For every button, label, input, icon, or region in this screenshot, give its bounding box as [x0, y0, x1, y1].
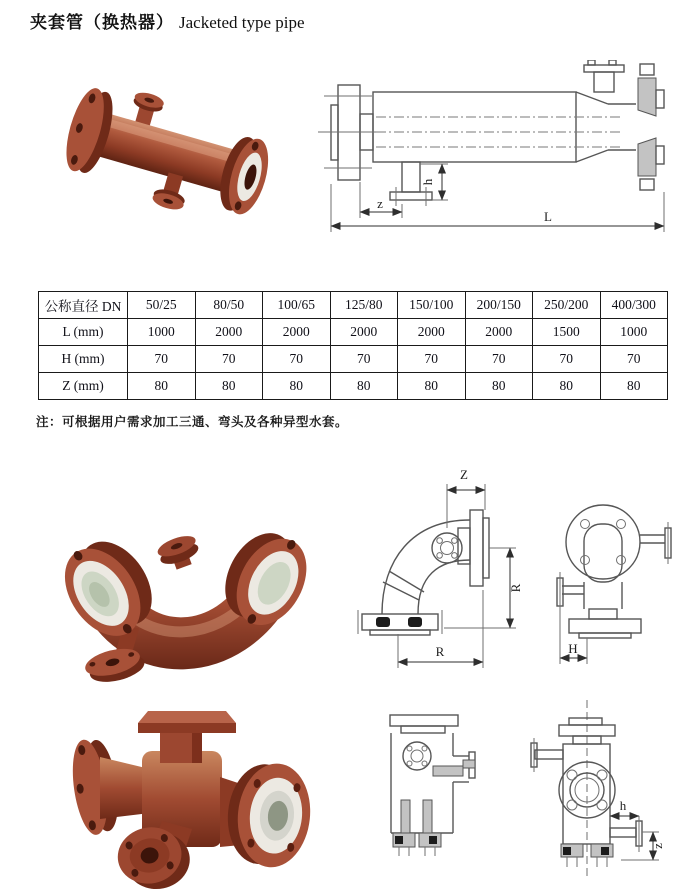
- spec-cell: 70: [465, 346, 533, 373]
- spec-cell: 80: [600, 373, 668, 400]
- spec-row-label: Z (mm): [39, 373, 128, 400]
- note-text: 注：可根据用户需求加工三通、弯头及各种异型水套。: [36, 415, 349, 429]
- dim-label-Z: Z: [460, 467, 468, 482]
- straight-pipe-drawing: [318, 60, 695, 242]
- spec-cell: 80: [195, 373, 263, 400]
- spec-cell: 70: [263, 346, 331, 373]
- spec-cell: 2000: [263, 319, 331, 346]
- spec-cell: 80: [465, 373, 533, 400]
- spec-cell: 70: [195, 346, 263, 373]
- spec-cell: 1500: [533, 319, 601, 346]
- spec-col-header: 150/100: [398, 292, 466, 319]
- spec-table: [38, 291, 668, 400]
- spec-header-dn: 公称直径 DN: [39, 292, 128, 319]
- elbow-pipe-photo: [28, 488, 323, 693]
- spec-cell: 1000: [128, 319, 196, 346]
- title-english: Jacketed type pipe: [179, 13, 305, 32]
- dim-label-H: H: [568, 641, 578, 656]
- spec-cell: 80: [533, 373, 601, 400]
- spec-cell: 80: [398, 373, 466, 400]
- straight-pipe-photo: [28, 72, 298, 232]
- straight-pipe-body: [56, 75, 279, 232]
- tee-front-drawing: [503, 694, 671, 884]
- spec-row-label: H (mm): [39, 346, 128, 373]
- table-row-H: [39, 346, 668, 373]
- spec-col-header: 200/150: [465, 292, 533, 319]
- spec-cell: 80: [263, 373, 331, 400]
- spec-cell: 2000: [330, 319, 398, 346]
- spec-cell: 2000: [195, 319, 263, 346]
- title-chinese: 夹套管（换热器）: [30, 13, 174, 32]
- spec-col-header: 80/50: [195, 292, 263, 319]
- spec-col-header: 400/300: [600, 292, 668, 319]
- spec-col-header: 50/25: [128, 292, 196, 319]
- spec-cell: 80: [128, 373, 196, 400]
- table-row-Z: [39, 373, 668, 400]
- spec-cell: 2000: [398, 319, 466, 346]
- table-row-dn: [39, 292, 668, 319]
- spec-cell: 80: [330, 373, 398, 400]
- dim-label-h: h: [619, 798, 627, 813]
- elbow-top-drawing: [547, 482, 699, 684]
- dim-label-z: z: [650, 843, 665, 849]
- dim-label-R-horizontal: R: [435, 644, 445, 659]
- dim-label-R-vertical: R: [508, 583, 523, 593]
- dim-label-h: h: [420, 178, 435, 186]
- spec-col-header: 100/65: [263, 292, 331, 319]
- spec-col-header: 125/80: [330, 292, 398, 319]
- spec-cell: 70: [128, 346, 196, 373]
- page-title: [30, 8, 305, 33]
- tee-pipe-photo: [30, 695, 330, 891]
- spec-cell: 2000: [465, 319, 533, 346]
- spec-cell: 1000: [600, 319, 668, 346]
- dim-label-L: L: [544, 209, 552, 224]
- spec-cell: 70: [533, 346, 601, 373]
- spec-row-label: L (mm): [39, 319, 128, 346]
- spec-col-header: 250/200: [533, 292, 601, 319]
- spec-cell: 70: [398, 346, 466, 373]
- spec-cell: 70: [600, 346, 668, 373]
- spec-cell: 70: [330, 346, 398, 373]
- tee-side-drawing: [385, 712, 480, 862]
- table-row-L: [39, 319, 668, 346]
- elbow-side-drawing: [352, 464, 527, 686]
- dim-label-z: z: [377, 196, 383, 211]
